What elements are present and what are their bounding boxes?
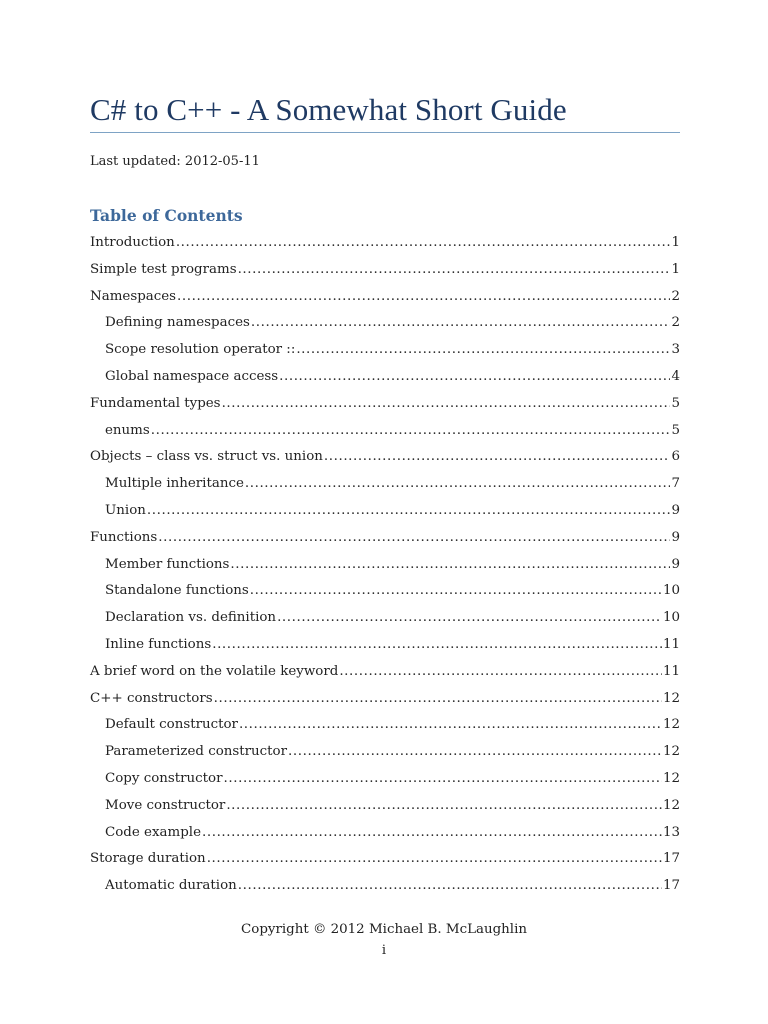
toc-entry-page[interactable]: 7 [671,476,680,492]
last-updated: Last updated: 2012-05-11 [90,154,260,169]
toc-entry[interactable] [90,825,680,852]
toc-entry[interactable] [90,771,680,798]
toc-entry-label[interactable]: Code example [105,824,201,840]
toc-dot-leader [158,530,670,545]
toc-entry[interactable] [90,369,680,396]
toc-entry[interactable] [90,476,680,503]
toc-entry-label[interactable]: Simple test programs [90,261,237,277]
toc-entry-label[interactable]: Union [105,502,146,518]
toc-entry-label[interactable]: Objects – class vs. struct vs. union [90,449,323,465]
toc-entry[interactable] [90,744,680,771]
toc-entry[interactable] [90,235,680,262]
toc-entry-label[interactable]: Standalone functions [105,583,249,599]
toc-entry[interactable] [90,315,680,342]
toc-entry-page[interactable]: 12 [662,717,680,733]
toc-entry-page[interactable]: 9 [671,556,680,572]
toc-entry-label[interactable]: Global namespace access [105,368,279,384]
toc-entry-label[interactable]: Scope resolution operator :: [105,342,296,358]
toc-dot-leader [288,744,662,759]
toc-entry-page[interactable]: 11 [662,663,680,679]
toc-entry-label[interactable]: Multiple inheritance [105,476,244,492]
toc-entry[interactable] [90,610,680,637]
toc-dot-leader [339,664,662,679]
toc-entry-label[interactable]: Functions [90,529,158,545]
toc-entry-label[interactable]: Default constructor [105,717,238,733]
toc-entry-label[interactable]: Namespaces [90,288,177,304]
toc-entry-label[interactable]: C++ constructors [90,690,213,706]
toc-entry[interactable] [90,557,680,584]
toc-dot-leader [238,262,671,277]
toc-entry-label[interactable]: Fundamental types [90,395,221,411]
toc-entry[interactable] [90,851,680,878]
toc-dot-leader [279,369,670,384]
toc-entry-label[interactable]: A brief word on the volatile keyword [90,663,339,679]
toc-entry-page[interactable]: 17 [662,851,680,867]
toc-dot-leader [224,771,662,786]
toc-dot-leader [176,235,671,250]
toc-entry-page[interactable]: 5 [671,422,680,438]
toc-entry-page[interactable]: 17 [662,878,680,894]
toc-entry[interactable] [90,664,680,691]
toc-dot-leader [324,449,671,464]
toc-dot-leader [226,798,662,813]
toc-entry-page[interactable]: 6 [671,449,680,465]
toc-dot-leader [250,583,662,598]
toc-entry-page[interactable]: 12 [662,744,680,760]
toc-entry-page[interactable]: 11 [662,636,680,652]
toc-entry[interactable] [90,878,680,905]
toc-entry-label[interactable]: Inline functions [105,636,212,652]
toc-entry[interactable] [90,583,680,610]
toc-heading: Table of Contents [90,206,243,225]
toc-entry-page[interactable]: 1 [671,261,680,277]
toc-entry-page[interactable]: 12 [662,770,680,786]
toc-entry-page[interactable]: 10 [662,610,680,626]
toc-entry[interactable] [90,691,680,718]
toc-entry-page[interactable]: 12 [662,797,680,813]
toc-entry-page[interactable]: 2 [671,288,680,304]
toc-entry[interactable] [90,449,680,476]
toc-entry[interactable] [90,396,680,423]
toc-dot-leader [239,717,662,732]
toc-entry-label[interactable]: Move constructor [105,797,226,813]
document-title: C# to C++ - A Somewhat Short Guide [90,92,567,127]
toc-dot-leader [230,557,670,572]
toc-entry-page[interactable]: 9 [671,502,680,518]
toc-dot-leader [222,396,671,411]
toc-dot-leader [177,289,670,304]
toc-dot-leader [277,610,662,625]
toc-dot-leader [207,851,662,866]
toc-entry-label[interactable]: enums [105,422,150,438]
toc-entry-label[interactable]: Declaration vs. definition [105,610,277,626]
toc-entry-page[interactable]: 10 [662,583,680,599]
toc-entry-label[interactable]: Introduction [90,235,175,250]
toc-entry-label[interactable]: Storage duration [90,851,206,867]
toc-entry-label[interactable]: Copy constructor [105,770,223,786]
footer-copyright: Copyright © 2012 Michael B. McLaughlin [241,922,527,937]
toc-entry-page[interactable]: 4 [671,368,680,384]
toc-dot-leader [151,423,671,438]
toc-entry[interactable] [90,530,680,557]
toc-dot-leader [245,476,671,491]
toc-entry[interactable] [90,717,680,744]
toc-entry-page[interactable]: 5 [671,395,680,411]
toc-dot-leader [202,825,662,840]
toc-entry-label[interactable]: Defining namespaces [105,315,250,331]
toc-dot-leader [296,342,670,357]
toc-entry[interactable] [90,503,680,530]
toc-dot-leader [251,315,671,330]
toc-entry-label[interactable]: Automatic duration [105,878,237,894]
toc-entry[interactable] [90,423,680,450]
toc-entry-page[interactable]: 13 [662,824,680,840]
table-of-contents [90,235,680,905]
toc-entry[interactable] [90,262,680,289]
toc-entry[interactable] [90,289,680,316]
toc-entry-page[interactable]: 3 [671,342,680,358]
toc-dot-leader [147,503,671,518]
toc-entry[interactable] [90,637,680,664]
toc-entry-label[interactable]: Parameterized constructor [105,744,288,760]
toc-entry-page[interactable]: 2 [671,315,680,331]
toc-dot-leader [212,637,662,652]
toc-entry-label[interactable]: Member functions [105,556,230,572]
toc-entry-page[interactable]: 12 [662,690,680,706]
toc-entry[interactable] [90,342,680,369]
footer-page-number: i [381,943,387,958]
title-divider [90,132,680,133]
toc-entry-page[interactable]: 1 [671,235,680,250]
toc-dot-leader [214,691,662,706]
toc-entry-page[interactable]: 9 [671,529,680,545]
toc-entry[interactable] [90,798,680,825]
toc-dot-leader [238,878,662,893]
